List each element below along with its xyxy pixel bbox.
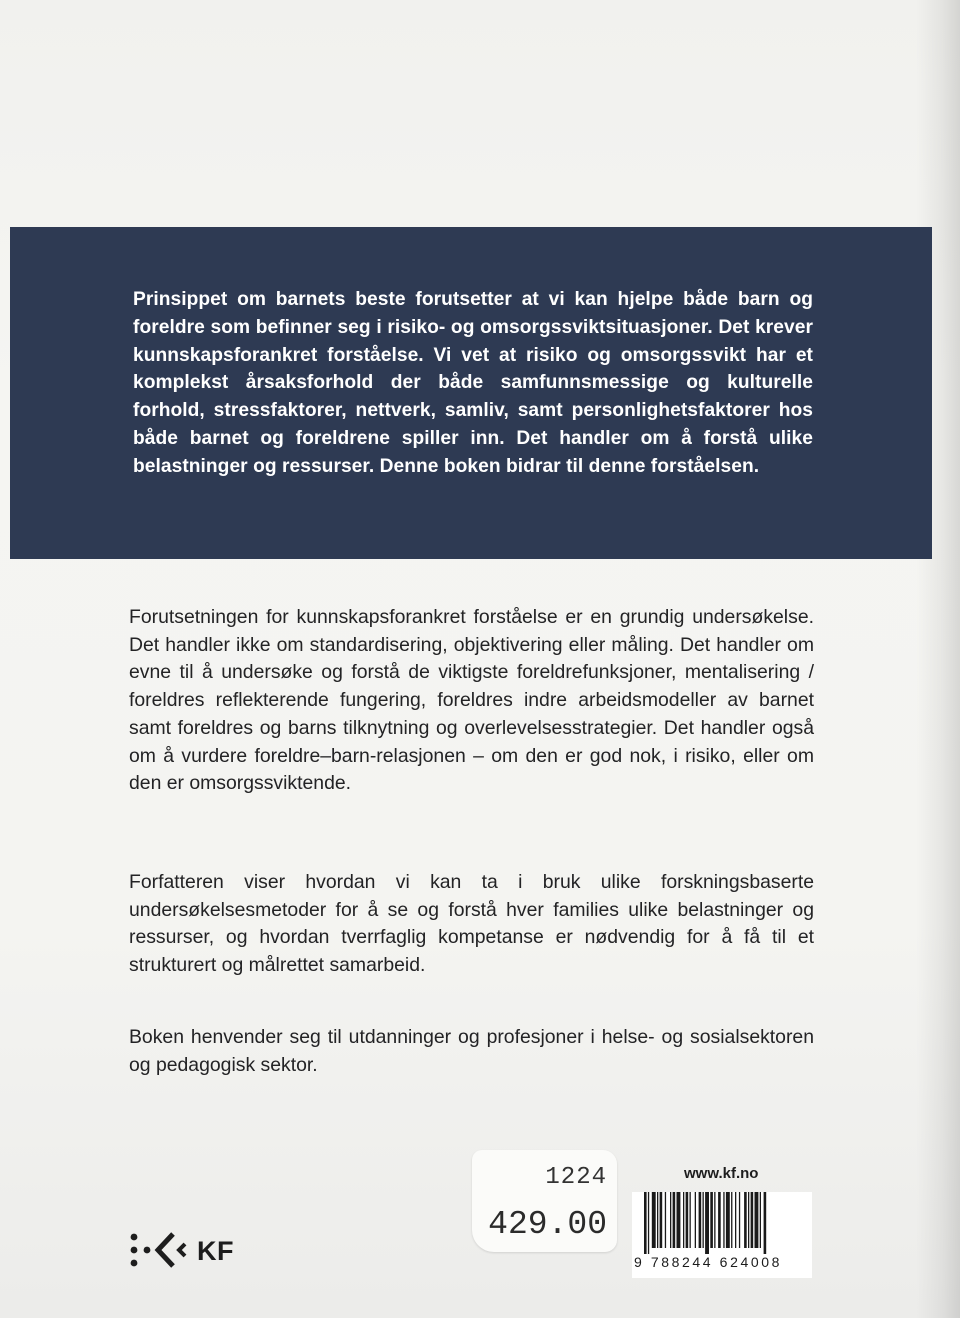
sticker-price: 429.00 — [488, 1206, 607, 1243]
publisher-logo-text: KF — [197, 1236, 234, 1266]
description-paragraph-2: Forfatteren viser hvordan vi kan ta i bruk ulike forskningsbaserte undersøkelsesmetoder for å se og forstå hver families ulike belastninger og ressurser, og hvordan tverrfaglig kompetanse er nødvendig for å få til et strukturert og målrettet samarbeid. — [129, 871, 814, 977]
isbn-digits: 9 788244 624008 — [634, 1254, 782, 1270]
description-paragraph-1: Forutsetningen for kunnskapsforankret forståelse er en grundig undersøkelse. Det handler ikke om standardisering, objektivering eller måling. Det handler om evne til å undersøke og forstå de viktigste foreldrefunksjoner, mentalisering / foreldres reflekterende fungering, foreldres indre arbeidsmodeller av barnet samt foreldres og barns tilknytning og overlevelsesstrategier. Det handler også om å vurdere foreldre–barn-relasjonen – om den er god nok, i risiko, eller om den er omsorgssviktende. — [129, 606, 814, 795]
sticker-code: 1224 — [545, 1164, 607, 1191]
blurb-text: Prinsippet om barnets beste forutsetter at vi kan hjelpe både barn og foreldre som befinner seg i risiko- og omsorgssviktsituasjoner. Det krever kunnskapsforankret forståelse. Vi vet at risiko og omsorgssvikt har et komplekst årsaksforhold der både samfunnsmessige og kulturelle forhold, stressfaktorer, nettverk, samliv, samt personlighetsfaktorer hos både barnet og foreldrene spiller inn. Det handler om å forstå ulike belastninger og ressurser. Denne boken bidrar til denne forståelsen. — [133, 289, 813, 477]
isbn-barcode-icon — [642, 1192, 802, 1256]
cover-edge-shadow — [916, 0, 960, 1318]
description-paragraph-3: Boken henvender seg til utdanninger og profesjoner i helse- og sosialsektoren og pedagogisk sektor. — [129, 1026, 814, 1076]
price-sticker — [472, 1150, 617, 1252]
publisher-website: www.kf.no — [684, 1165, 759, 1182]
isbn-barcode — [632, 1192, 812, 1278]
